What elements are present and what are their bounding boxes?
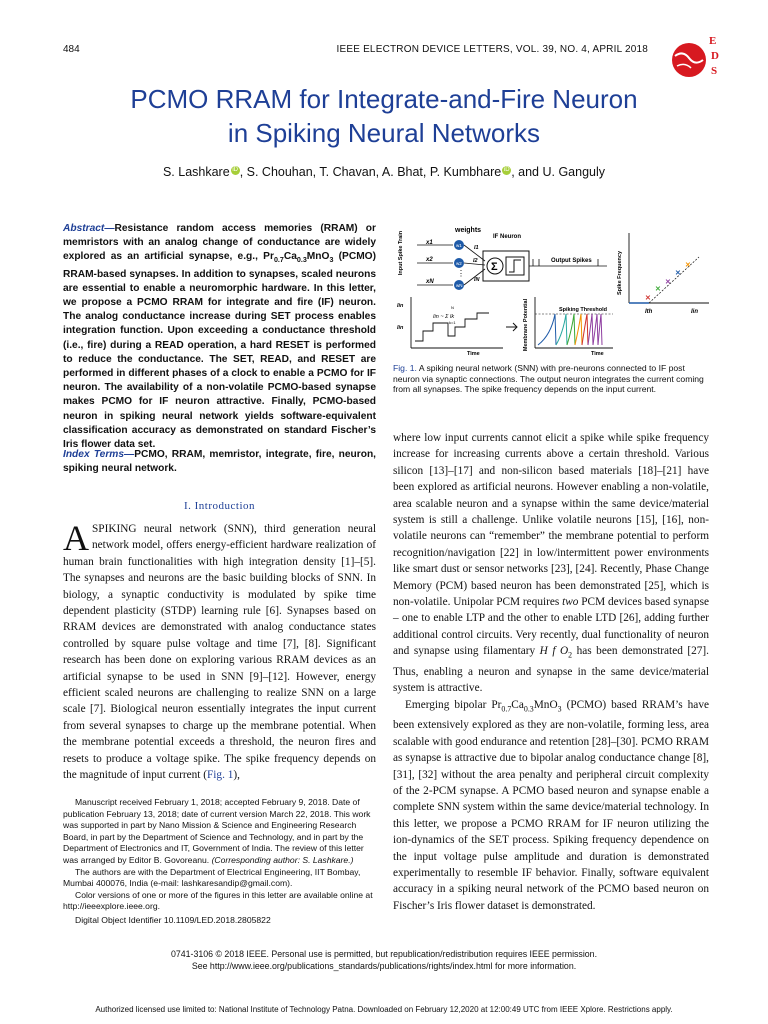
copyright-notice xyxy=(40,949,728,972)
abstract-text-b: Ca xyxy=(283,251,297,263)
abstract-text-d: (PCMO) RRAM-based synapses. In addition to synapses, scaled neurons are essential to enable a neuromorphic hardware. In this letter, we propose a PCMO RRAM for integrate and fire (IF) neuron. The analog conductance increase during SET process enables integration function. Upon exceeding a conductance threshold (i.e., fire) during a READ operation, a hard RESET is performed to reduce the conductance. The SET, READ, and RESET are performed in different phases of a clock to enable a PCMO for IF neuron. The availability of a non-volatile PCMO-based synapse makes PCMO for IF neuron attractive. Finally, PCMO-based neuron in spiking neural network yields software-equivalent classification accuracy as demonstrated on standard Fischer’s Iris flower data set. xyxy=(63,251,376,451)
fig-weights-label: weights xyxy=(455,227,482,234)
fig-membrane-label: Membrane Potential xyxy=(523,298,529,352)
right-p1-hfo: H f O xyxy=(539,645,569,658)
right-p2-sub2: 0.3 xyxy=(523,704,534,713)
fig-frequency-axes xyxy=(629,233,709,303)
fig-1-link[interactable]: Fig. 1 xyxy=(207,769,234,782)
fig-xN: xN xyxy=(426,279,434,285)
abstract xyxy=(63,222,376,452)
author-list-middle: , S. Chouhan, T. Chavan, A. Bhat, P. Kumbhare xyxy=(239,165,502,179)
journal-info: IEEE ELECTRON DEVICE LETTERS, VOL. 39, NO. 4, APRIL 2018 xyxy=(336,44,648,55)
abstract-sub-3: 3 xyxy=(329,256,334,265)
fig-if-neuron-label: IF Neuron xyxy=(493,234,521,240)
footnote-corresponding: (Corresponding author: S. Lashkare.) xyxy=(209,854,354,865)
fig-x2: x2 xyxy=(426,257,433,263)
fig-equation: Iin ~ Σ Ik xyxy=(433,314,455,320)
fig-sum-bottom: k=1 xyxy=(449,320,456,325)
footnote-color-note: Color versions of one or more of the figures in this letter are available online at http://ieeexplore.ieee.org. xyxy=(63,889,373,912)
right-p1-italic: two xyxy=(562,596,579,609)
orcid-icon[interactable]: iD xyxy=(503,167,510,173)
intro-text-b: ), xyxy=(233,769,240,782)
intro-paragraph xyxy=(63,518,376,784)
fig-w1: w1 xyxy=(456,243,462,248)
fig-ith-label: Ith xyxy=(645,309,653,315)
author-list-end: , and U. Ganguly xyxy=(511,165,606,179)
fig-point-green: ✕ xyxy=(655,286,661,293)
abstract-text-c: MnO xyxy=(306,251,330,263)
figure-caption xyxy=(393,363,711,395)
caption-text: A spiking neural network (SNN) with pre-neurons connected to IF post neuron via synaptic connections. The output neuron integrates the current coming from all synapses. The spike frequency depends on the input current. xyxy=(393,363,704,395)
abstract-sub-2: 0.3 xyxy=(296,256,307,265)
drop-cap: A xyxy=(63,518,89,558)
fig-point-blue: ✕ xyxy=(675,270,681,277)
title-line-2: in Spiking Neural Networks xyxy=(227,118,541,148)
logo-letter-d: D xyxy=(711,50,719,62)
footnote-affiliation: The authors are with the Department of Electrical Engineering, IIT Bombay, Mumbai 400076, India (e-mail: lashkaresandip@gmail.com). xyxy=(63,866,361,889)
footnote-received-text: Manuscript received February 1, 2018; accepted February 9, 2018. Date of publication February 13, 2018; date of current version March 22, 2018. This work was supported in part by Nano Mission & Science and Engineering Research Board, in part by the Department of Science and Technology, and in part by the Department of Electronics and IT, Government of India. The review of this letter was arranged by Editor B. Govoreanu. xyxy=(63,797,371,865)
abstract-sub-1: 0.7 xyxy=(273,256,284,265)
intro-first-word: SPIKING xyxy=(92,523,137,535)
fig-I1: I1 xyxy=(474,245,479,251)
fig-I2: I2 xyxy=(473,258,478,264)
fig-lin-label-2: Iin xyxy=(397,325,404,331)
fig-spiking-threshold-label: Spiking Threshold xyxy=(559,307,607,313)
index-terms xyxy=(63,448,376,476)
footnotes xyxy=(63,797,376,927)
right-p1-text: where low input currents cannot elicit a spike while spike frequency increase for increasing currents above a certain threshold. Various silicon [13]–[17] and non-silicon based materials [18]–[21] have been explored as artificial neurons. However enabling a non-volatile, area scalable neuron and a synapse within the same device/material system is still a challenge. Unlike volatile neurons [15], [16], non-volatile neurons can “remember” the membrane potential to perform recognition/navigation [22] in low/intermittent power environments like smart dust or sensor networks [23], [24]. Recently, Phase Change Memory (PCM) based neuron has been demonstrated [25], which is non-volatile. Unipolar PCM requires xyxy=(393,432,709,609)
authors xyxy=(40,165,728,179)
footnote-doi: Digital Object Identifier 10.1109/LED.2018.2805822 xyxy=(75,914,271,925)
logo-letter-e: E xyxy=(709,35,717,47)
right-p2-sub3: 3 xyxy=(557,704,562,713)
author-1: S. Lashkare xyxy=(162,165,230,179)
fig-step-function xyxy=(509,260,521,272)
fig-lin-label: Iin xyxy=(397,303,404,309)
fig-wN: wN xyxy=(456,283,463,288)
abstract-text-a: Resistance random access memories (RRAM) or memristors with an analog change of conductance are widely explored as an artificial synapse, e.g., Pr xyxy=(63,223,376,263)
right-p1c-text: has been demonstrated [27]. Thus, enabling a neuron and synapse in the same device/material system is attractive. xyxy=(393,645,710,695)
fig-iin-axis-label: Iin xyxy=(691,309,698,315)
fig-spike-frequency-label: Spike Frequency xyxy=(617,250,623,296)
orcid-icon[interactable]: iD xyxy=(232,167,239,173)
right-paragraph-2 xyxy=(393,697,709,915)
fig-point-purple: ✕ xyxy=(665,279,671,286)
page-number: 484 xyxy=(63,44,80,55)
title-line-1: PCMO RRAM for Integrate-and-Fire Neuron xyxy=(130,84,638,114)
right-p2-d: (PCMO) based RRAM’s have been extensively explored as they are non-volatile, forming less, area scalable with good endurance and retention [28]–[30]. PCMO RRAM as synapse is attractive due to bipolar analog conductance change [8], [31], [32] without the area penalty and peripheral circuit complexity of the 2-PCM synapse. A PCMO based neuron and synapse enable a complete SNN system within the same device/material technology. In this letter, we propose a PCMO RRAM for IF neuron utilizing the ion-dynamics of the SET process. Spiking frequency dependence on the input voltage pulse amplitude and duration is demonstrated experimentally to resemble IF behavior. Finally, software equivalent accuracy in a spiking neural network of the PCMO based neuron on Fischer’s Iris flower dataset is demonstrated. xyxy=(393,698,709,912)
caption-label: Fig. 1. xyxy=(393,363,417,373)
fig-input-axes xyxy=(411,297,503,348)
footnote-received xyxy=(63,797,376,867)
eds-logo xyxy=(665,30,721,86)
fig-input-spike-label: Input Spike Train xyxy=(398,230,404,276)
right-p2-a: Emerging bipolar Pr xyxy=(405,698,502,711)
index-terms-label: Index Terms— xyxy=(63,449,135,460)
fig-point-orange: ✕ xyxy=(685,262,691,269)
fig-sum-top: N xyxy=(451,305,454,310)
right-p2-c: MnO xyxy=(533,698,558,711)
figure-1 xyxy=(393,223,713,358)
copyright-line-2[interactable]: See http://www.ieee.org/publications_standards/publications/rights/index.html for more information. xyxy=(191,960,577,971)
fig-frequency-trend xyxy=(649,257,699,303)
copyright-line-1: 0741-3106 © 2018 IEEE. Personal use is permitted, but republication/redistribution requires IEEE permission. xyxy=(170,949,598,959)
license-note: Authorized licensed use limited to: National Institute of Technology Patna. Downloaded on February 12,2020 at 12:00:49 UTC from IEEE Xplore. Restrictions apply. xyxy=(95,1005,673,1014)
right-p2-sub1: 0.7 xyxy=(501,704,512,713)
fig-sigma: Σ xyxy=(491,261,498,273)
fig-time-label: Time xyxy=(467,351,480,357)
section-heading: I. Introduction xyxy=(183,500,256,512)
right-paragraph-1 xyxy=(393,430,709,697)
fig-w2: w2 xyxy=(456,261,462,266)
abstract-text xyxy=(63,223,376,450)
fig-input-arrows xyxy=(417,245,453,285)
abstract-label: Abstract— xyxy=(63,223,115,234)
right-p1-hfo-sub: 2 xyxy=(568,650,573,660)
logo-letter-s: S xyxy=(711,65,718,77)
fig-output-spikes-label: Output Spikes xyxy=(551,258,592,264)
fig-vertical-dots: ⋮ xyxy=(457,269,465,278)
fig-time-label-2: Time xyxy=(591,351,604,357)
fig-x1: x1 xyxy=(426,240,433,246)
intro-text-a: neural network (SNN), third generation neural network model, offers energy-efficient hardware realization of human brain functionalities with high integration density [1]–[5]. The synapses and neurons are the basic building blocks of SNN. In biology, a synaptic conductivity is modulated by spike time dependent plasticity (STDP) learning rule [6]. Synapses based on RRAM devices are demonstrated with analog conductance states controlled by square pulse voltage and time [7], [8]. Significant research has been done on exploring various RRAM devices as an artificial synapse to be used in SNN [9]–[12]. However, energy efficient scaled neurons are challenging to realize SNN on a large scale [7]. Biological neuron essentially integrates the input current from several synapses to charge up the membrane potential. When the membrane potential exceeds a threshold, the neuron fires and resets to produce a voltage spike. The spike frequency depends on the magnitude of input current ( xyxy=(63,523,376,782)
right-column-text xyxy=(393,430,709,914)
fig-IN: IN xyxy=(474,277,480,283)
right-p2-b: Ca xyxy=(511,698,524,711)
right-p1b-text: PCM devices based synapse – one to enable LTP and the other to enable LTD [26], adding further additional control circuits. Very recently, dual functionality of neuron and synapse using filamentary xyxy=(393,596,709,658)
index-terms-text: PCMO, RRAM, memristor, integrate, fire, neuron, spiking neural network. xyxy=(63,449,376,475)
fig-membrane-traces xyxy=(538,314,602,345)
fig-point-red: ✕ xyxy=(645,295,651,302)
paper-title xyxy=(40,82,728,150)
fig-arrow-right xyxy=(506,323,517,331)
